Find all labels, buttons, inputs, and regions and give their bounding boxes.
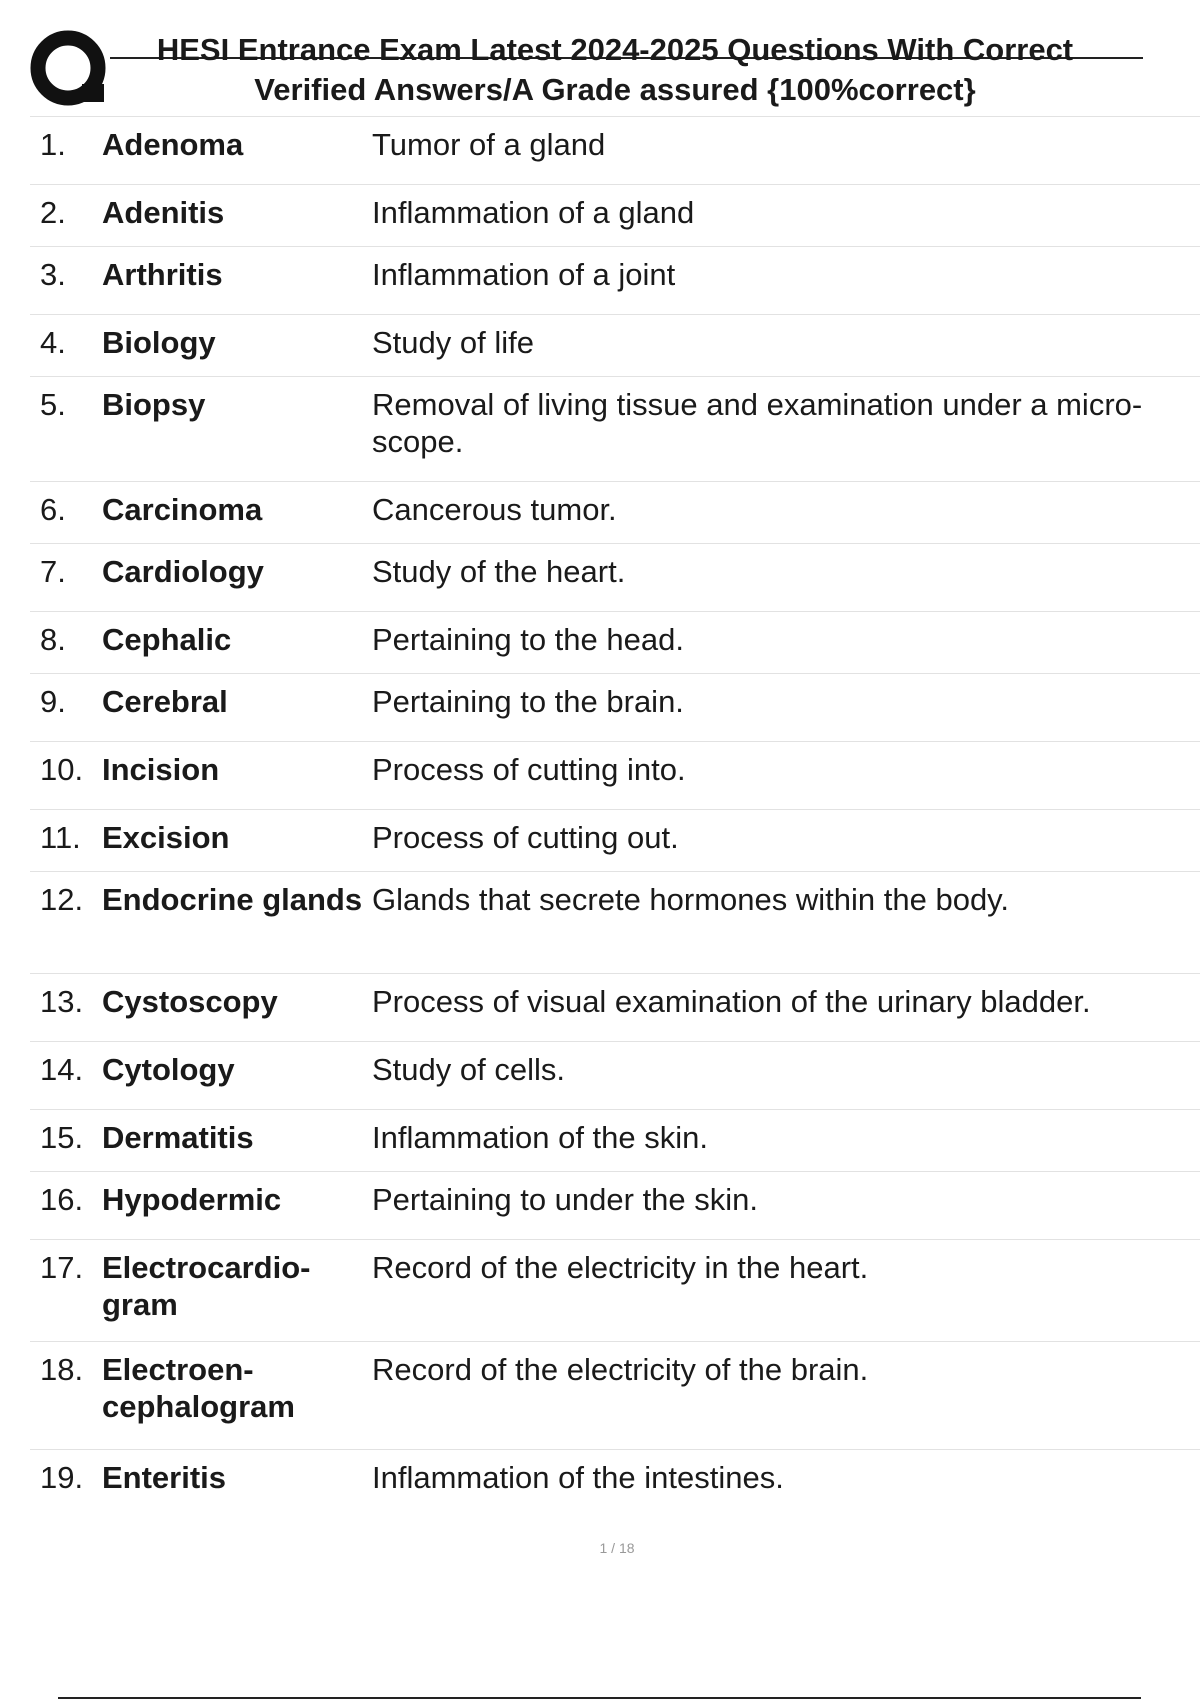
row-number: 8. [40,622,66,657]
document-title [110,30,1120,110]
row-term: Adenitis [102,195,225,230]
table-row [30,184,1200,246]
row-definition: Inflammation of the intestines. [372,1460,784,1495]
table-row [30,973,1200,1041]
table-row [30,376,1200,481]
table-row [30,314,1200,376]
row-number: 2. [40,195,66,230]
row-definition: Process of cutting into. [372,752,686,787]
row-number: 3. [40,257,66,292]
row-term: Electroen- cephalogram [102,1352,295,1424]
row-term: Excision [102,820,230,855]
row-number: 14. [40,1052,84,1087]
row-term: Cephalic [102,622,232,657]
row-term: Biopsy [102,387,206,422]
row-number: 13. [40,984,84,1019]
table-row [30,741,1200,809]
row-term: Cytology [102,1052,235,1087]
row-definition: Pertaining to the brain. [372,684,684,719]
row-definition: Record of the electricity in the heart. [372,1250,869,1285]
table-row [30,1239,1200,1341]
page-indicator: 1 / 18 [599,1540,635,1556]
row-definition: Inflammation of the skin. [372,1120,708,1155]
table-row [30,481,1200,543]
logo-q-icon [30,30,112,112]
row-term: Incision [102,752,220,787]
table-row [30,673,1200,741]
row-term: Adenoma [102,127,244,162]
row-definition: Inflammation of a joint [372,257,676,292]
row-definition: Process of visual examination of the urinary bladder. [372,984,1091,1019]
row-term: Endocrine glands [102,882,363,917]
row-number: 1. [40,127,66,162]
row-number: 4. [40,325,66,360]
row-number: 11. [40,820,81,855]
title-line-2: Verified Answers/A Grade assured {100%correct} [254,72,976,107]
row-number: 19. [40,1460,84,1495]
row-definition: Process of cutting out. [372,820,679,855]
row-number: 6. [40,492,66,527]
title-line-1: HESI Entrance Exam Latest 2024-2025 Questions With Correct [156,32,1074,67]
row-definition: Inflammation of a gland [372,195,695,230]
row-term: Carcinoma [102,492,263,527]
row-number: 12. [40,882,84,917]
table-row [30,809,1200,871]
row-definition: Tumor of a gland [372,127,606,162]
row-definition: Removal of living tissue and examination under a micro- scope. [372,387,1143,459]
row-term: Electrocardio- gram [102,1250,311,1322]
row-term: Cystoscopy [102,984,278,1019]
row-definition: Pertaining to the head. [372,622,684,657]
row-term: Cardiology [102,554,264,589]
table-row [30,116,1200,184]
row-definition: Glands that secrete hormones within the body. [372,882,1009,917]
table-row [30,246,1200,314]
bottom-rule [58,1697,1141,1699]
row-definition: Study of life [372,325,534,360]
row-definition: Cancerous tumor. [372,492,617,527]
row-term: Dermatitis [102,1120,254,1155]
row-number: 10. [40,752,84,787]
table-row [30,1449,1200,1511]
table-row [30,871,1200,973]
row-definition: Record of the electricity of the brain. [372,1352,869,1387]
row-definition: Study of cells. [372,1052,565,1087]
table-row [30,1041,1200,1109]
term-definition-table [30,116,1200,1511]
row-number: 9. [40,684,66,719]
row-number: 7. [40,554,66,589]
row-number: 18. [40,1352,84,1387]
document-header [0,0,1200,118]
row-term: Enteritis [102,1460,227,1495]
row-term: Arthritis [102,257,223,292]
row-definition: Study of the heart. [372,554,626,589]
row-number: 16. [40,1182,84,1217]
table-row [30,1109,1200,1171]
row-number: 15. [40,1120,84,1155]
row-definition: Pertaining to under the skin. [372,1182,759,1217]
table-row [30,611,1200,673]
table-row [30,543,1200,611]
row-term: Hypodermic [102,1182,282,1217]
row-number: 17. [40,1250,84,1285]
table-row [30,1171,1200,1239]
row-term: Cerebral [102,684,228,719]
table-row [30,1341,1200,1449]
row-term: Biology [102,325,216,360]
row-number: 5. [40,387,66,422]
